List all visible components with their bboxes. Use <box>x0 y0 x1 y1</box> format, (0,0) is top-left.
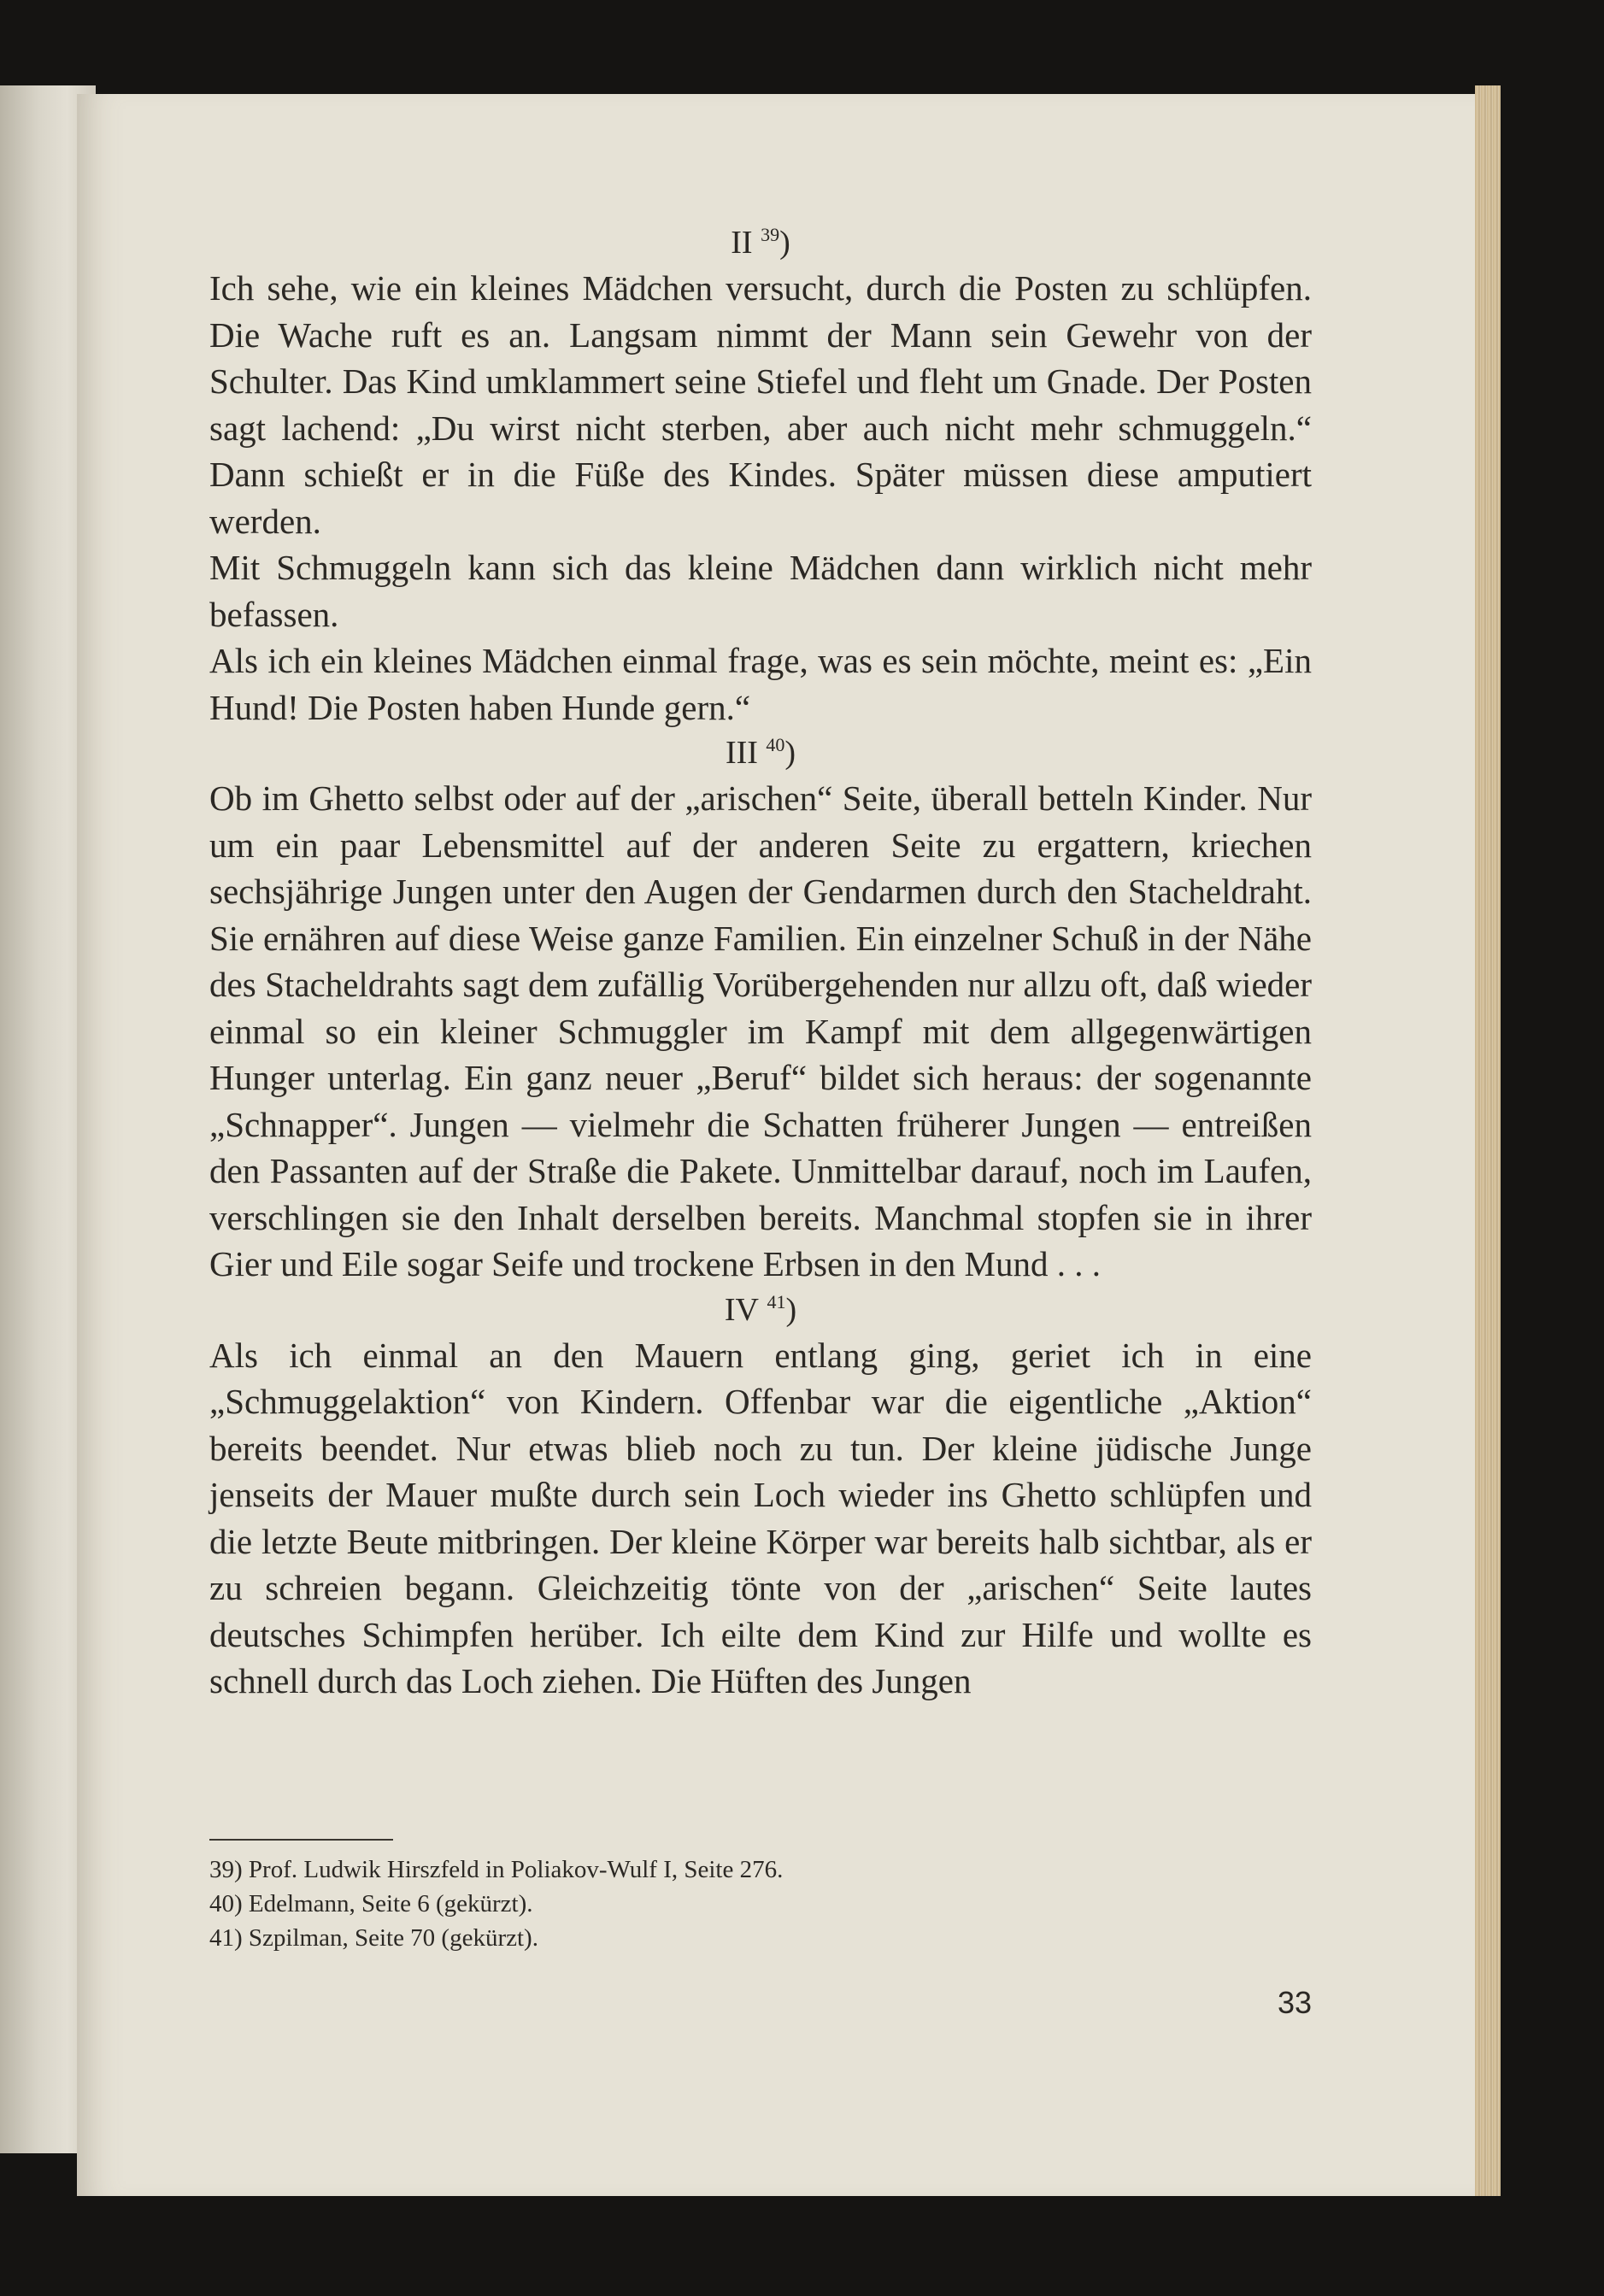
paragraph: Als ich einmal an den Mauern entlang ging, geriet ich in eine „Schmuggelaktion“ von Kindern. Offenbar war die eigentliche „Aktion“ bereits beendet. Nur etwas blieb noch zu tun. Der kleine jüdische Junge jenseits der Mauer mußte durch sein Loch wieder ins Ghetto schlüpfen und die letzte Beute mitbringen. Der kleine Körper war bereits halb sichtbar, als er zu schreien begann. Gleichzeitig tönte von der „arischen“ Seite lautes deutsches Schimpfen herüber. Ich eilte dem Kind zur Hilfe und wollte es schnell durch das Loch ziehen. Die Hüften des Jungen <box>209 1335 1312 1700</box>
footnote: 39) Prof. Ludwik Hirszfeld in Poliakov-Wulf I, Seite 276. <box>209 1856 784 1883</box>
section-heading-iii: III $^{40}$) <box>725 734 796 771</box>
paragraph: Mit Schmuggeln kann sich das kleine Mädchen dann wirklich nicht mehr befassen. <box>209 548 1312 634</box>
footnote: 40) Edelmann, Seite 6 (gekürzt). <box>209 1890 533 1917</box>
footnote-divider <box>209 1839 393 1841</box>
footnote-reference: 39 <box>761 224 780 245</box>
page-number: 33 <box>1277 1985 1312 2020</box>
main-text <box>209 220 1312 1705</box>
footnote: 41) Szpilman, Seite 70 (gekürzt). <box>209 1924 538 1952</box>
section-heading-iv: IV $^{41}$) <box>724 1290 797 1328</box>
footnote-reference: 41 <box>767 1290 786 1312</box>
section-numeral: III <box>725 735 758 771</box>
paragraph: Ob im Ghetto selbst oder auf der „arischen“ Seite, überall betteln Kinder. Nur um ein paar Lebensmittel auf der anderen Seite zu ergattern, kriechen sechsjährige Jungen unter den Augen der Gendarmen durch den Stacheldraht. Sie ernähren auf diese Weise ganze Familien. Ein einzelner Schuß in der Nähe des Stacheldrahts sagt dem zufällig Vorübergehenden nur allzu oft, daß wieder einmal so ein kleiner Schmuggler im Kampf mit dem allgegenwärtigen Hunger unterlag. Ein ganz neuer „Beruf“ bildet sich heraus: der sogenannte „Schnapper“. Jungen — vielmehr die Schatten früherer Jungen — entreißen den Passanten auf der Straße die Pakete. Unmittelbar darauf, noch im Laufen, verschlingen sie den Inhalt derselben bereits. Manchmal stopfen sie in ihrer Gier und Eile sogar Seife und trockene Erbsen in den Mund . . . <box>209 778 1312 1283</box>
section-heading-ii: II $^{39}$) <box>731 224 790 261</box>
footnote-reference: 40 <box>766 734 785 755</box>
paragraph: Ich sehe, wie ein kleines Mädchen versucht, durch die Posten zu schlüpfen. Die Wache ruft es an. Langsam nimmt der Mann sein Gewehr von der Schulter. Das Kind umklammert seine Stiefel und fleht um Gnade. Der Posten sagt lachend: „Du wirst nicht sterben, aber auch nicht mehr schmuggeln.“ Dann schießt er in die Füße des Kindes. Später müssen diese amputiert werden. <box>209 268 1312 541</box>
paragraph: Als ich ein kleines Mädchen einmal frage, was es sein möchte, meint es: „Ein Hund! Die Posten haben Hunde gern.“ <box>209 641 1312 727</box>
section-numeral: IV <box>724 1291 759 1328</box>
page-text <box>77 94 1495 2196</box>
section-numeral: II <box>731 225 753 261</box>
footnotes <box>209 1853 978 1955</box>
